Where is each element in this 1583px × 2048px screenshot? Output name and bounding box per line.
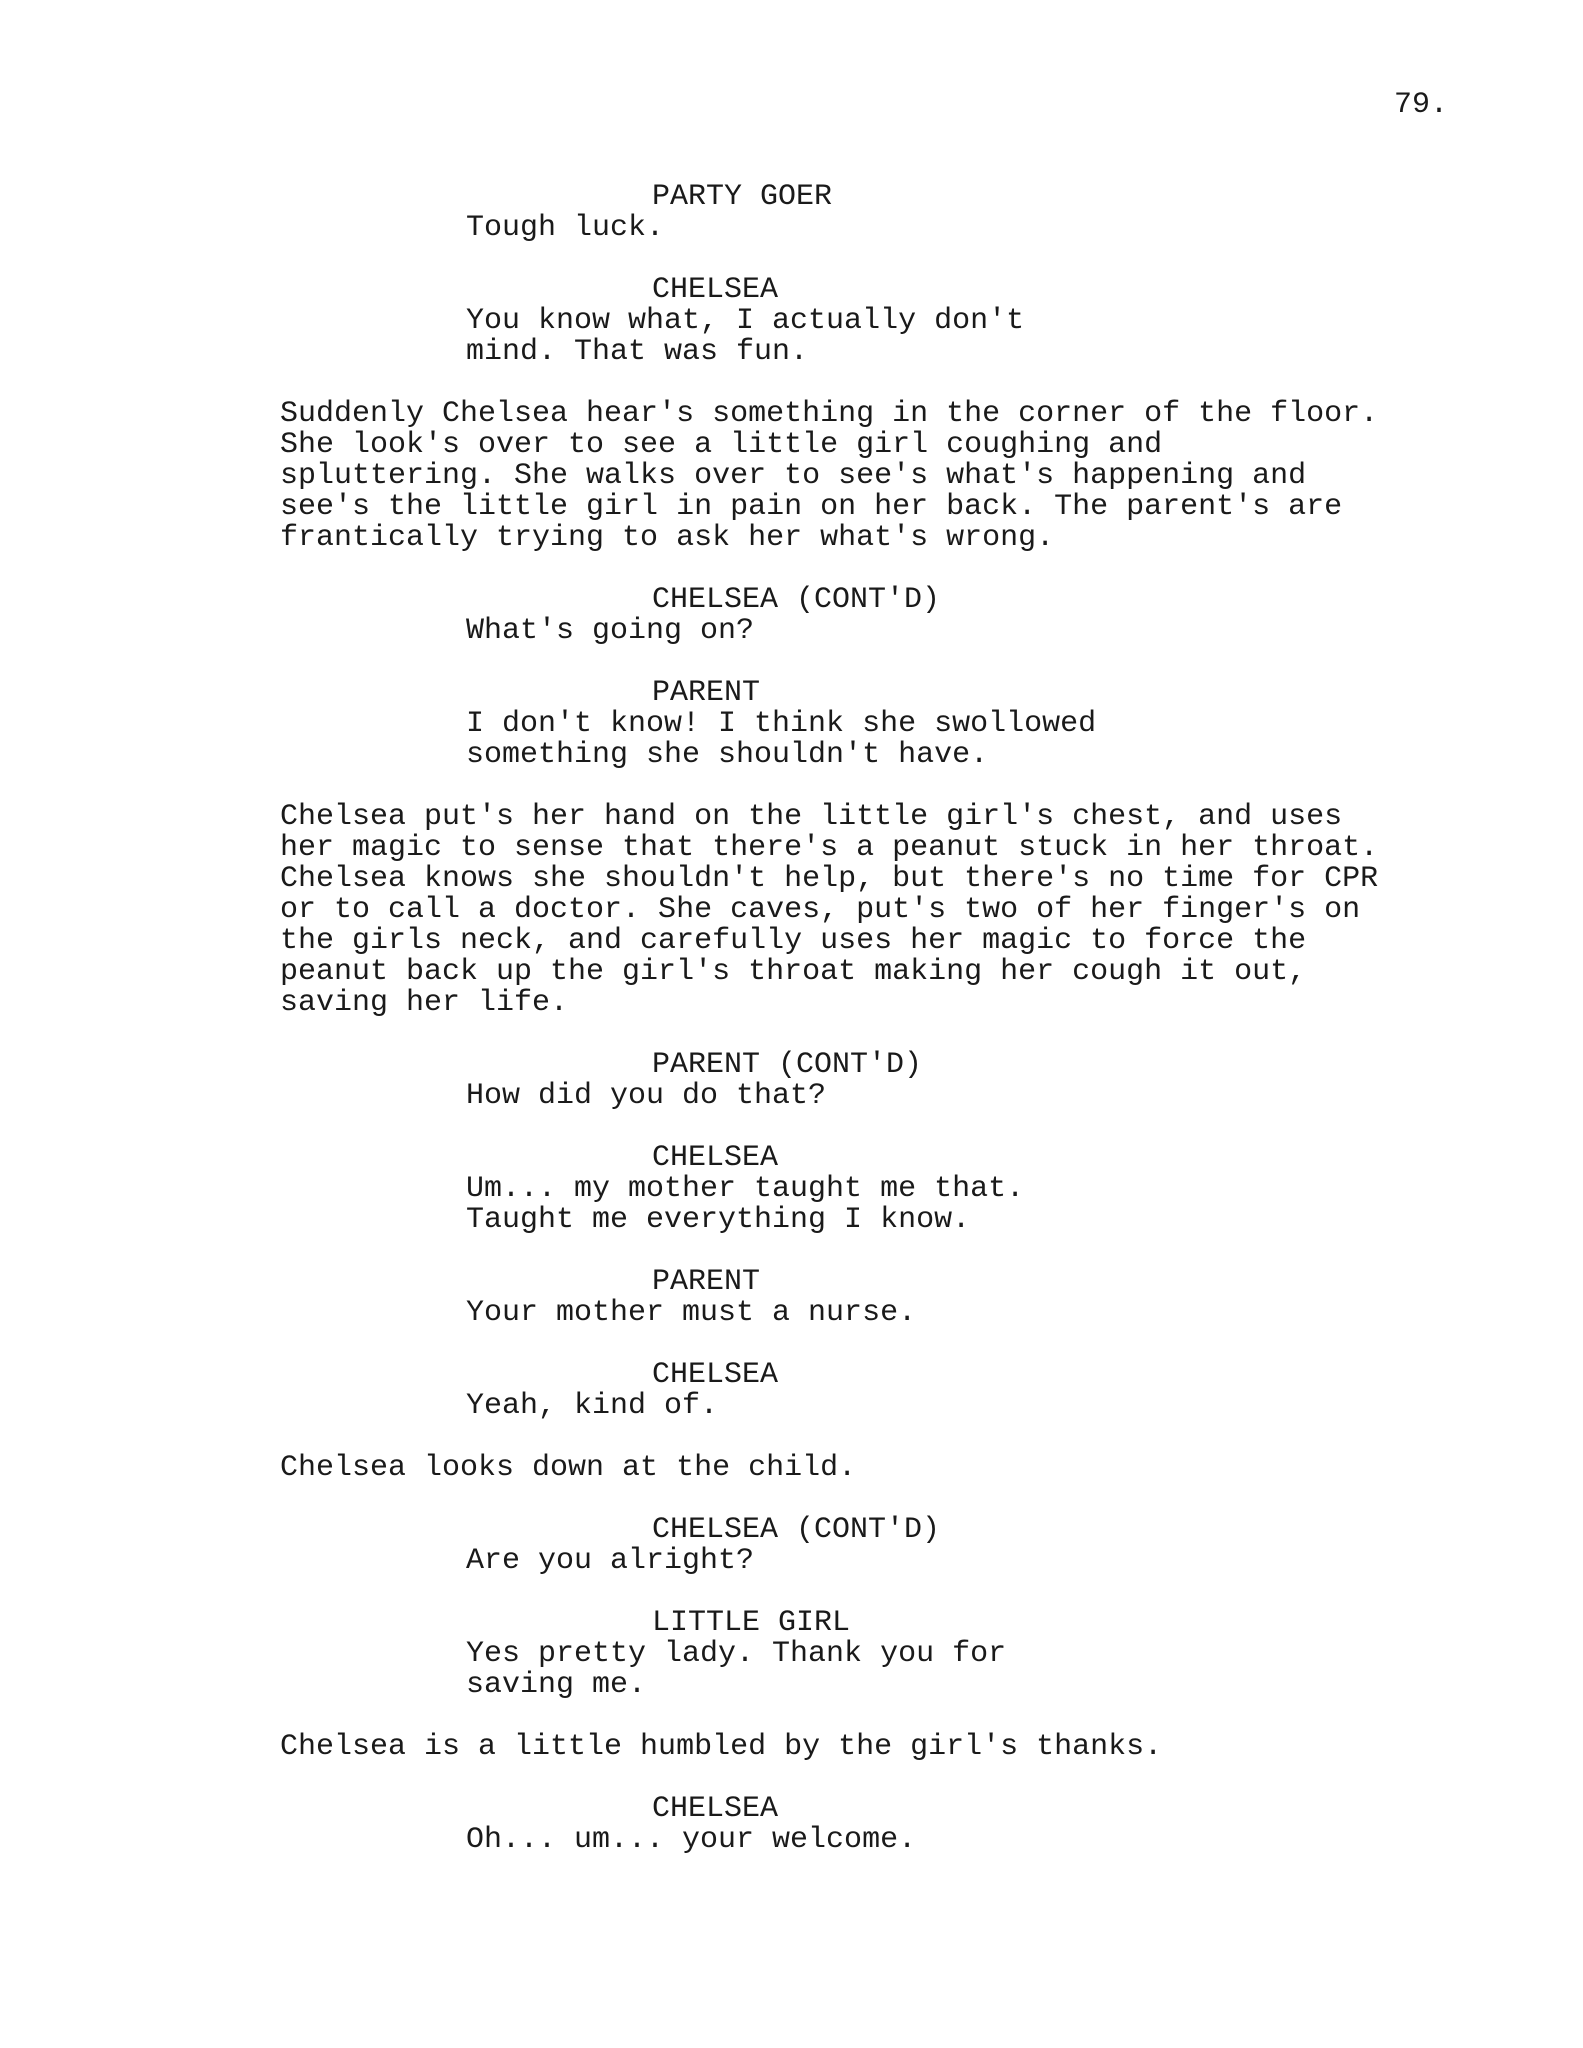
dialogue-block [0, 1515, 1583, 1577]
dialogue-block [0, 1143, 1583, 1236]
action-line: spluttering. She walks over to see's what's happening and [280, 459, 1307, 493]
action-block [0, 1453, 1583, 1484]
dialogue-line: Taught me everything I know. [466, 1203, 971, 1237]
dialogue-block [0, 1267, 1583, 1329]
action-line: Chelsea put's her hand on the little girl's chest, and uses [280, 800, 1343, 834]
dialogue-line: How did you do that? [466, 1079, 827, 1113]
dialogue-block [0, 1608, 1583, 1701]
dialogue-line: Are you alright? [466, 1544, 755, 1578]
page-number: 79. [1394, 88, 1449, 122]
dialogue-line: I don't know! I think she swollowed [466, 707, 1097, 741]
script-body [0, 182, 1583, 1887]
dialogue-block [0, 1794, 1583, 1856]
character-cue: PARENT [652, 676, 761, 710]
action-line: peanut back up the girl's throat making her cough it out, [280, 955, 1307, 989]
action-line: Chelsea knows she shouldn't help, but there's no time for CPR [280, 862, 1379, 896]
dialogue-block [0, 275, 1583, 368]
dialogue-block [0, 585, 1583, 647]
character-cue: CHELSEA [652, 1358, 779, 1392]
character-cue: PARENT (CONT'D) [652, 1048, 923, 1082]
action-line: Chelsea is a little humbled by the girl's thanks. [280, 1730, 1163, 1764]
character-cue: CHELSEA [652, 1141, 779, 1175]
action-line: She look's over to see a little girl coughing and [280, 428, 1163, 462]
action-block [0, 1732, 1583, 1763]
dialogue-block [0, 678, 1583, 771]
action-line: see's the little girl in pain on her back. The parent's are [280, 490, 1343, 524]
character-cue: CHELSEA (CONT'D) [652, 583, 941, 617]
action-line: frantically trying to ask her what's wrong. [280, 521, 1055, 555]
character-cue: PARTY GOER [652, 180, 833, 214]
dialogue-block [0, 1050, 1583, 1112]
action-line: the girls neck, and carefully uses her magic to force the [280, 924, 1307, 958]
dialogue-line: What's going on? [466, 614, 755, 648]
action-line: Chelsea looks down at the child. [280, 1451, 857, 1485]
action-line: or to call a doctor. She caves, put's two of her finger's on [280, 893, 1361, 927]
action-line: Suddenly Chelsea hear's something in the corner of the floor. [280, 397, 1379, 431]
dialogue-line: Oh... um... your welcome. [466, 1823, 917, 1857]
dialogue-line: Your mother must a nurse. [466, 1296, 917, 1330]
character-cue: CHELSEA (CONT'D) [652, 1513, 941, 1547]
dialogue-line: mind. That was fun. [466, 335, 809, 369]
dialogue-line: something she shouldn't have. [466, 738, 989, 772]
dialogue-line: saving me. [466, 1668, 647, 1702]
character-cue: CHELSEA [652, 273, 779, 307]
character-cue: PARENT [652, 1265, 761, 1299]
dialogue-line: Yeah, kind of. [466, 1389, 719, 1423]
dialogue-block [0, 182, 1583, 244]
dialogue-line: Yes pretty lady. Thank you for [466, 1637, 1007, 1671]
dialogue-line: Um... my mother taught me that. [466, 1172, 1025, 1206]
character-cue: CHELSEA [652, 1792, 779, 1826]
action-line: her magic to sense that there's a peanut stuck in her throat. [280, 831, 1379, 865]
dialogue-block [0, 1360, 1583, 1422]
dialogue-line: You know what, I actually don't [466, 304, 1025, 338]
dialogue-line: Tough luck. [466, 211, 665, 245]
action-line: saving her life. [280, 986, 569, 1020]
action-block [0, 802, 1583, 1019]
character-cue: LITTLE GIRL [652, 1606, 851, 1640]
action-block [0, 399, 1583, 554]
